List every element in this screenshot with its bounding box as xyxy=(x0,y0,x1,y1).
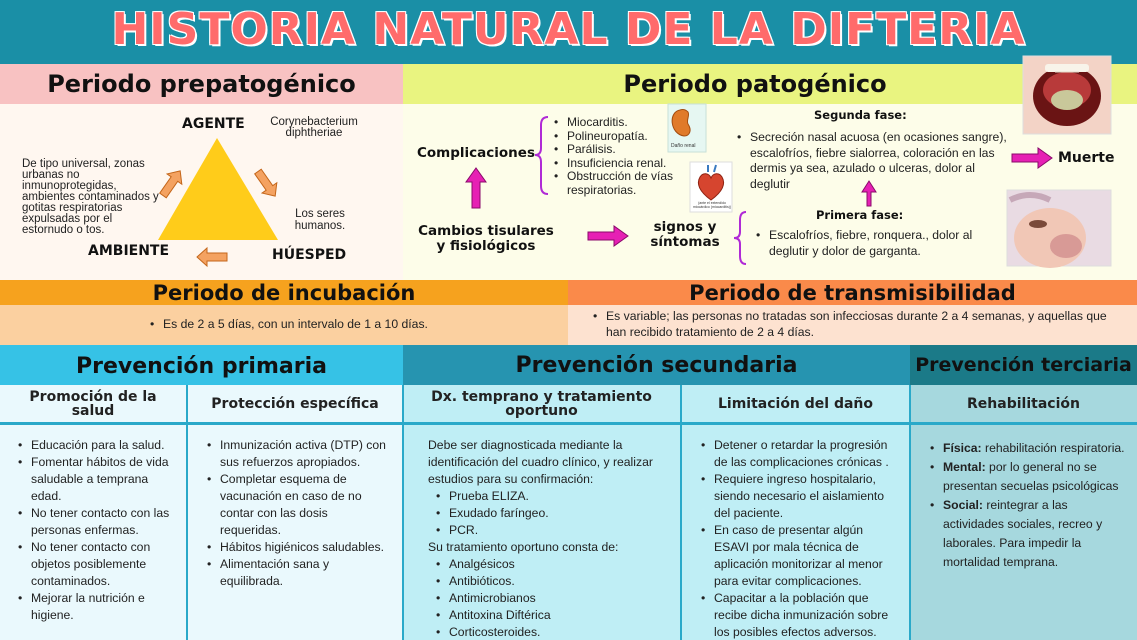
proteccion-heading: Protección específica xyxy=(187,385,403,425)
rehabilitacion-heading: Rehabilitación xyxy=(910,385,1137,425)
mental-label: Mental: xyxy=(943,460,986,474)
primera-fase-label: Primera fase: xyxy=(816,208,904,222)
child-icon xyxy=(1029,220,1047,228)
ambiente-description: De tipo universal, zonas urbanas no inmunoprotegidas, ambientes contaminados y gotitas respiratorias expulsadas por el estornudo o tos. xyxy=(22,158,159,236)
list-item: • Corticosteroides. xyxy=(436,624,668,640)
social-text: reintegrar a las actividades sociales, recreo y laborales. Para impedir la mortalidad temprana. xyxy=(943,498,1103,569)
list-item: • Escalofríos, fiebre, ronquera., dolor al deglutir y dolor de garganta. xyxy=(756,228,978,259)
complicaciones-list xyxy=(554,116,679,197)
list-item: • Insuficiencia renal. xyxy=(554,157,679,171)
limitacion-column xyxy=(681,425,910,640)
list-item: • Mejorar la nutrición e higiene. xyxy=(18,590,178,624)
list-item: • Antitoxina Diftérica xyxy=(436,607,668,624)
list-item: • PCR. xyxy=(436,522,668,539)
diagnostico-intro: Debe ser diagnosticada mediante la identificación del cuadro clínico, y realizar estudios para su confirmación: xyxy=(428,438,653,486)
complicaciones-brace xyxy=(535,117,548,194)
social-label: Social: xyxy=(943,498,983,512)
kidney-caption: Daño renal xyxy=(671,143,696,149)
page-title: HISTORIA NATURAL DE LA DIFTERIA xyxy=(111,4,1026,55)
list-item: • Secreción nasal acuosa (en ocasiones sangre), escalofríos, fiebre sialorrea, coloración en las dermis ya sea, azulado o ulceras, dolor al deglutir xyxy=(737,130,1009,192)
incubacion-list xyxy=(150,317,550,331)
segunda-fase-label: Segunda fase: xyxy=(814,108,907,122)
huesped-label: HÚESPED xyxy=(272,247,347,263)
list-item: • Prueba ELIZA. xyxy=(436,488,668,505)
list-item xyxy=(930,458,1125,496)
list-item: • No tener contacto con objetos posiblemente contaminados. xyxy=(18,539,178,590)
cambios-label: Cambios tisulares y fisiológicos xyxy=(418,223,554,254)
diagnostico-heading: Dx. temprano y tratamiento oportuno xyxy=(403,385,680,425)
heart-caption: (ante el extendido miocárdico (miocarditis)) xyxy=(692,201,732,209)
list-item: • Requiere ingreso hospitalario, siendo necesario el aislamiento del paciente. xyxy=(701,471,899,522)
list-item: • Antimicrobianos xyxy=(436,590,668,607)
transmisibilidad-heading: Periodo de transmisibilidad xyxy=(568,280,1137,305)
agente-label: AGENTE xyxy=(182,116,245,132)
proteccion-column xyxy=(187,425,403,640)
list-item: • Alimentación sana y equilibrada. xyxy=(207,556,387,590)
list-item: • Inmunización activa (DTP) con sus refuerzos apropiados. xyxy=(207,437,387,471)
tratamiento-intro: Su tratamiento oportuno consta de: xyxy=(428,540,619,554)
primera-fase-list xyxy=(756,228,978,259)
column-divider xyxy=(909,385,911,640)
rehabilitacion-column xyxy=(910,425,1137,640)
muerte-label: Muerte xyxy=(1058,150,1115,166)
fisica-text: rehabilitación respiratoria. xyxy=(981,441,1125,455)
incubacion-heading: Periodo de incubación xyxy=(0,280,568,305)
list-item: • En caso de presentar algún ESAVI por mala técnica de aplicación monitorizar al menor para evitar complicaciones. xyxy=(701,522,899,590)
list-item: • Analgésicos xyxy=(436,556,668,573)
list-item: • Antibióticos. xyxy=(436,573,668,590)
prepatogenico-heading: Periodo prepatogénico xyxy=(0,64,403,104)
segunda-fase-list xyxy=(737,130,1009,192)
column-divider xyxy=(186,385,188,640)
list-item: • Hábitos higiénicos saludables. xyxy=(207,539,387,556)
list-item: • Capacitar a la población que recibe dicha inmunización sobre los posibles efectos adversos. xyxy=(701,590,899,640)
list-item xyxy=(930,439,1125,458)
limitacion-heading: Limitación del daño xyxy=(681,385,910,425)
list-item: • Educación para la salud. xyxy=(18,437,178,454)
list-item: • Obstrucción de vías respiratorias. xyxy=(554,170,679,197)
list-item: • No tener contacto con las personas enfermas. xyxy=(18,505,178,539)
agente-description: Corynebacterium diphtheriae xyxy=(270,116,358,139)
list-item: • Es variable; las personas no tratadas son infecciosas durante 2 a 4 semanas, y aquellas que han recibido tratamiento de 2 a 4 días. xyxy=(593,309,1123,340)
prevencion-terciaria-heading: Prevención terciaria xyxy=(910,345,1137,385)
prevencion-secundaria-heading: Prevención secundaria xyxy=(403,345,910,385)
list-item: • Detener o retardar la progresión de las complicaciones crónicas . xyxy=(701,437,899,471)
list-item: • Miocarditis. xyxy=(554,116,679,130)
column-divider xyxy=(680,385,682,640)
huesped-description: Los seres humanos. xyxy=(294,208,346,232)
primera-fase-brace xyxy=(734,212,746,264)
list-item: • Parálisis. xyxy=(554,143,679,157)
signos-label: signos y síntomas xyxy=(650,219,720,250)
transmisibilidad-list xyxy=(593,309,1123,340)
diagnostico-column xyxy=(403,425,680,640)
fisica-label: Física: xyxy=(943,441,982,455)
column-divider xyxy=(402,385,404,640)
list-item: • Completar esquema de vacunación en caso de no contar con las dosis requeridas. xyxy=(207,471,387,539)
prevencion-primaria-heading: Prevención primaria xyxy=(0,345,403,385)
promocion-column xyxy=(0,425,186,640)
list-item: • Polineuropatía. xyxy=(554,130,679,144)
arrow-right-signos-icon xyxy=(588,226,628,246)
arrow-up-cambios-icon xyxy=(466,168,486,208)
list-item: • Fomentar hábitos de vida saludable a temprana edad. xyxy=(18,454,178,505)
complicaciones-label: Complicaciones xyxy=(417,145,535,161)
mental-text: por lo general no se presentan secuelas psicológicas xyxy=(943,460,1119,493)
list-item: • Exudado faríngeo. xyxy=(436,505,668,522)
list-item: • Es de 2 a 5 días, con un intervalo de 1 a 10 días. xyxy=(150,317,550,331)
list-item xyxy=(930,496,1125,572)
ambiente-label: AMBIENTE xyxy=(88,243,170,259)
patogenico-heading: Periodo patogénico xyxy=(403,64,1137,104)
arrow-right-muerte-icon xyxy=(1012,148,1052,168)
promocion-heading: Promoción de la salud xyxy=(0,385,186,425)
